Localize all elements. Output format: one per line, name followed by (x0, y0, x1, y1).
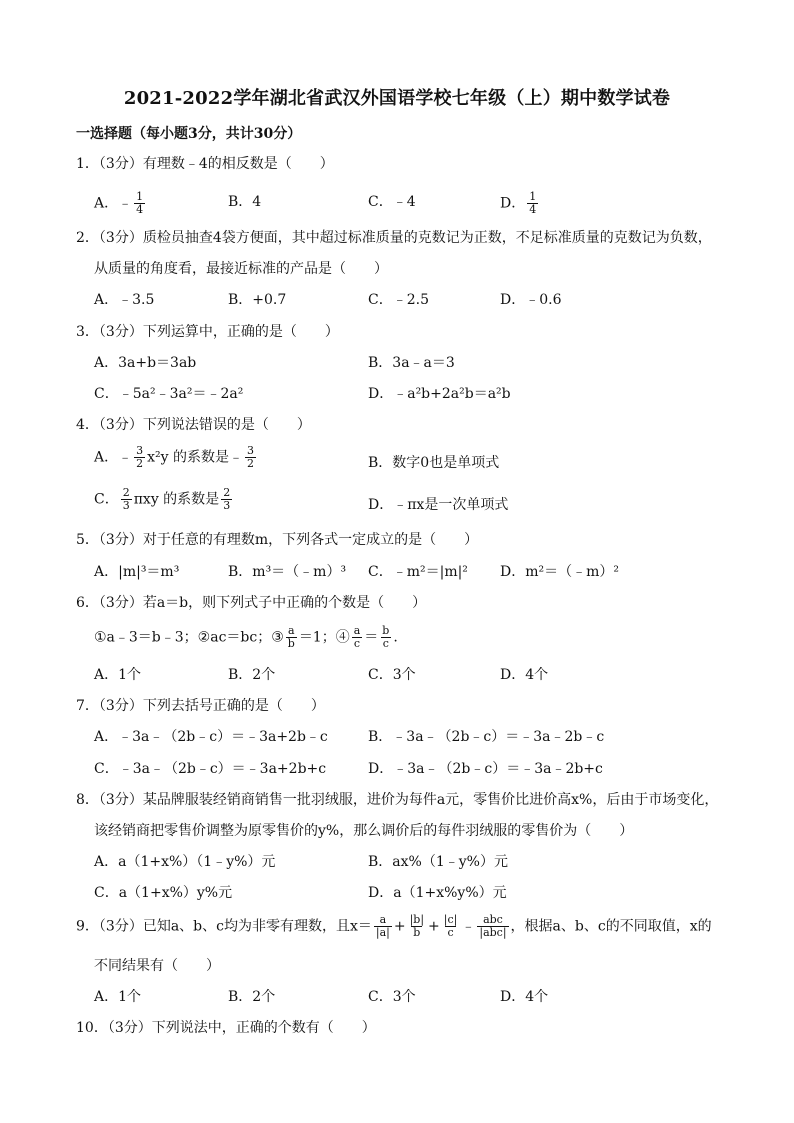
q9-stem-line2: 不同结果有（ ） (94, 958, 220, 974)
q7-option-b: B．﹣3a﹣（2b﹣c）＝﹣3a﹣2b﹣c (368, 729, 605, 745)
q4-option-a-fraction1: $\frac{3}{2}$ (136, 444, 144, 470)
q2-option-a: A．﹣3.5 (94, 292, 155, 308)
q1-stem: 1．（3分）有理数﹣4的相反数是（ ） (76, 156, 334, 172)
q9-fraction-3: $\frac{|c|}{c}$ (443, 913, 458, 939)
q4-option-c: C． $\frac{2}{3}$ πxy 的系数是 $\frac{2}{3}$ (94, 486, 231, 512)
q5-option-c: C．﹣m²＝|m|² (368, 564, 468, 580)
q6-items: ①a﹣3＝b﹣3；②ac＝bc；③ $\frac{a}{b}$ ＝1；④ $\frac{a}{c}$ ＝ $\frac{b}{c}$ . (94, 624, 398, 650)
q1-option-d (500, 191, 540, 216)
q5-option-d: D．m²＝（﹣m）² (500, 564, 619, 580)
q3-option-c: C．﹣5a²﹣3a²＝﹣2a² (94, 386, 244, 402)
q8-option-a: A．a（1+x%）（1﹣y%）元 (94, 854, 276, 870)
q4-option-c-fraction2: $\frac{2}{3}$ (223, 486, 231, 512)
q7-stem: 7．（3分）下列去括号正确的是（ ） (76, 698, 325, 714)
q1-option-c: C．﹣4 (368, 194, 416, 210)
q5-option-b: B．m³＝（﹣m）³ (228, 564, 347, 580)
section-heading: 一选择题（每小题3分，共计30分） (76, 126, 302, 142)
q9-fraction-2: $\frac{|b|}{b}$ (409, 913, 425, 939)
q3-option-d: D．﹣a²b+2a²b＝a²b (368, 386, 511, 402)
q1-option-a-fraction: $\frac{1}{4}$ (136, 190, 144, 216)
q1-option-d-fraction: $\frac{1}{4}$ (529, 190, 537, 216)
q4-option-d: D．﹣πx是一次单项式 (368, 497, 509, 513)
q2-option-c: C．﹣2.5 (368, 292, 429, 308)
q8-option-c: C．a（1+x%）y%元 (94, 885, 233, 901)
q1-option-a-label: A．﹣ (94, 195, 133, 212)
q9-fraction-1: $\frac{a}{|a|}$ (375, 913, 390, 939)
q1-option-b: B．4 (228, 194, 262, 210)
q4-option-a-fraction2: $\frac{3}{2}$ (247, 444, 254, 470)
q8-option-b: B．ax%（1﹣y%）元 (368, 854, 508, 870)
q5-option-a: A．|m|³＝m³ (94, 564, 180, 580)
q6-fraction-3: $\frac{b}{c}$ (382, 624, 390, 650)
q2-option-d: D．﹣0.6 (500, 292, 562, 308)
q7-option-c: C．﹣3a﹣（2b﹣c）＝﹣3a+2b+c (94, 761, 327, 777)
q6-option-d: D．4个 (500, 667, 549, 683)
exam-title: 2021-2022学年湖北省武汉外国语学校七年级（上）期中数学试卷 (123, 88, 671, 109)
q4-stem: 4．（3分）下列说法错误的是（ ） (76, 417, 311, 433)
q6-stem: 6．（3分）若a＝b，则下列式子中正确的个数是（ ） (76, 595, 427, 611)
q1-option-d-label: D． (500, 195, 526, 212)
q1-option-a (94, 191, 147, 216)
q3-option-b: B．3a﹣a＝3 (368, 355, 455, 371)
q7-option-a: A．﹣3a﹣（2b﹣c）＝﹣3a+2b﹣c (94, 729, 328, 745)
q9-option-a: A．1个 (94, 989, 142, 1005)
q6-option-b: B．2个 (228, 667, 276, 683)
q9-option-b: B．2个 (228, 989, 276, 1005)
q4-option-b: B．数字0也是单项式 (368, 455, 500, 471)
q10-stem: 10．（3分）下列说法中，正确的个数有（ ） (76, 1020, 376, 1036)
q4-option-a: A．﹣ $\frac{3}{2}$ x²y 的系数是﹣ $\frac{3}{2}$ (94, 444, 254, 470)
q3-option-a: A．3a+b＝3ab (94, 355, 197, 371)
q6-option-a: A．1个 (94, 667, 142, 683)
q7-option-d: D．﹣3a﹣（2b﹣c）＝﹣3a﹣2b+c (368, 761, 603, 777)
q4-option-c-fraction1: $\frac{2}{3}$ (122, 486, 130, 512)
q2-option-b: B．+0.7 (228, 292, 287, 308)
q9-option-c: C．3个 (368, 989, 416, 1005)
q9-stem-line1: 9．（3分）已知a、b、c均为非零有理数，且x＝ $\frac{a}{|a|}$ + $\frac{|b|}{b}$ + $\frac{|c|}{c}$ ﹣ $\frac{\text{abc}}{\text{|abc|}}$ ，根据a、b、c的不同取值，x的 (76, 913, 712, 939)
q9-option-d: D．4个 (500, 989, 549, 1005)
q3-stem: 3．（3分）下列运算中，正确的是（ ） (76, 324, 339, 340)
q8-stem-line2: 该经销商把零售价调整为原零售价的y%，那么调价后的每件羽绒服的零售价为（ ） (94, 823, 634, 839)
q2-stem-line2: 从质量的角度看，最接近标准的产品是（ ） (94, 261, 388, 277)
q6-fraction-2: $\frac{a}{c}$ (353, 624, 361, 650)
q5-stem: 5．（3分）对于任意的有理数m，下列各式一定成立的是（ ） (76, 532, 479, 548)
q8-stem-line1: 8．（3分）某品牌服装经销商销售一批羽绒服，进价为每件a元，零售价比进价高x%，后由于市场变化， (76, 792, 719, 808)
q6-option-c: C．3个 (368, 667, 416, 683)
q9-fraction-4: $\frac{\text{abc}}{\text{|abc|}}$ (479, 913, 507, 939)
q6-fraction-1: $\frac{a}{b}$ (287, 624, 295, 650)
q8-option-d: D．a（1+x%y%）元 (368, 885, 507, 901)
q2-stem-line1: 2．（3分）质检员抽查4袋方便面，其中超过标准质量的克数记为正数，不足标准质量的克数记为负数， (76, 230, 712, 246)
